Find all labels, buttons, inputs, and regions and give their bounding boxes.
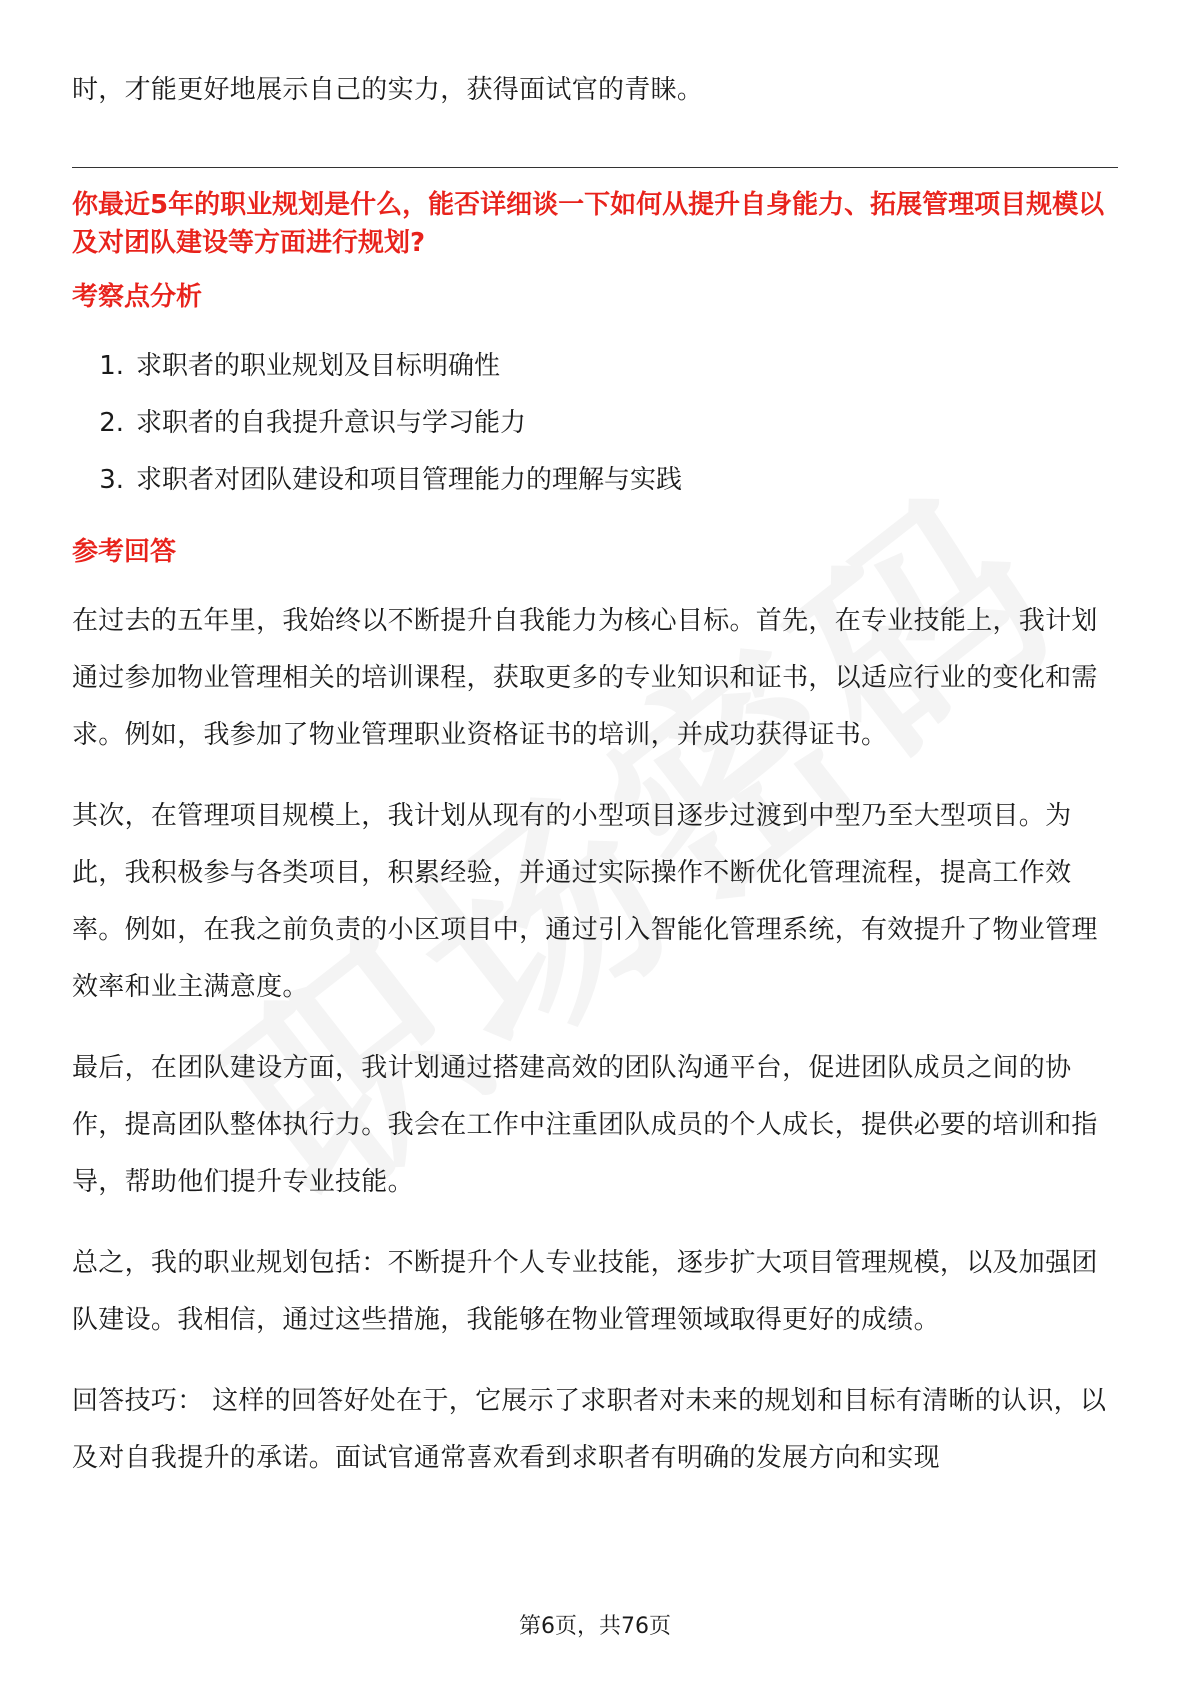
answer-paragraph-3: 最后，在团队建设方面，我计划通过搭建高效的团队沟通平台，促进团队成员之间的协作，提高团队整体执行力。我会在工作中注重团队成员的个人成长，提供必要的培训和指导，帮助他们提升专业技能。: [72, 1053, 1098, 1197]
interview-question: 你最近5年的职业规划是什么，能否详细谈一下如何从提升自身能力、拓展管理项目规模以及对团队建设等方面进行规划?: [72, 190, 1105, 258]
list-item: [72, 338, 1118, 395]
list-item-text: 求职者的职业规划及目标明确性: [136, 351, 501, 381]
answer-tip-paragraph: 回答技巧： 这样的回答好处在于，它展示了求职者对未来的规划和目标有清晰的认识，以及对自我提升的承诺。面试官通常喜欢看到求职者有明确的发展方向和实现: [72, 1386, 1107, 1473]
list-item-number: 3.: [99, 465, 124, 495]
page-number-footer: 第6页，共76页: [519, 1614, 671, 1639]
list-item-text: 求职者对团队建设和项目管理能力的理解与实践: [136, 465, 683, 495]
list-item-number: 2.: [99, 408, 124, 438]
list-item-text: 求职者的自我提升意识与学习能力: [136, 408, 527, 438]
analysis-list: [72, 338, 1118, 509]
intro-tail-paragraph: 时，才能更好地展示自己的实力，获得面试官的青睐。: [72, 75, 704, 105]
answer-paragraph-2: 其次，在管理项目规模上，我计划从现有的小型项目逐步过渡到中型乃至大型项目。为此，我积极参与各类项目，积累经验，并通过实际操作不断优化管理流程，提高工作效率。例如，在我之前负责的小区项目中，通过引入智能化管理系统，有效提升了物业管理效率和业主满意度。: [72, 801, 1098, 1002]
list-item: [72, 395, 1118, 452]
section-divider: [72, 167, 1118, 168]
answer-body: [72, 593, 1118, 1487]
answer-paragraph-1: 在过去的五年里，我始终以不断提升自我能力为核心目标。首先，在专业技能上，我计划通过参加物业管理相关的培训课程，获取更多的专业知识和证书，以适应行业的变化和需求。例如，我参加了物业管理职业资格证书的培训，并成功获得证书。: [72, 606, 1098, 750]
list-item-number: 1.: [99, 351, 124, 381]
analysis-heading: 考察点分析: [72, 282, 203, 312]
list-item: [72, 452, 1118, 509]
page-content: [72, 62, 1118, 1487]
answer-heading: 参考回答: [72, 537, 177, 567]
answer-paragraph-4: 总之，我的职业规划包括：不断提升个人专业技能，逐步扩大项目管理规模，以及加强团队建设。我相信，通过这些措施，我能够在物业管理领域取得更好的成绩。: [72, 1248, 1098, 1335]
